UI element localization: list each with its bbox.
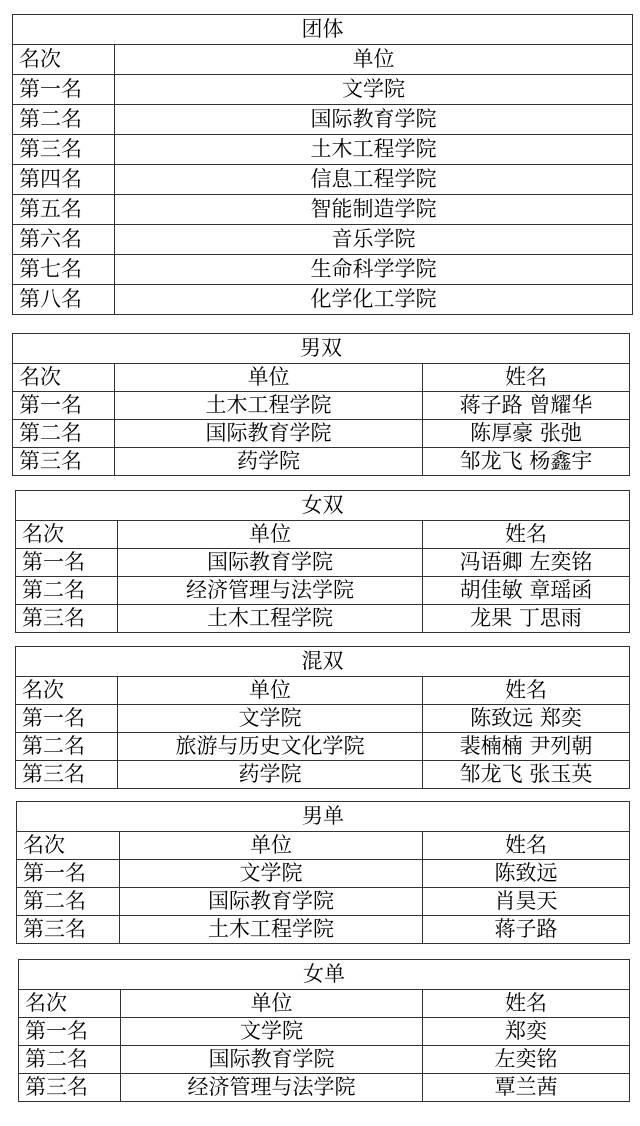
unit-cell: 生命科学学院	[115, 255, 633, 285]
table-title-row	[17, 802, 630, 832]
table-title: 混双	[16, 647, 630, 677]
rank-cell: 第一名	[13, 75, 115, 105]
name-cell: 陈致远	[423, 860, 630, 888]
unit-cell: 音乐学院	[115, 225, 633, 255]
unit-cell: 文学院	[118, 705, 423, 733]
rank-cell: 第一名	[13, 392, 115, 420]
unit-cell: 国际教育学院	[120, 888, 423, 916]
table-title-row	[16, 491, 630, 521]
table-header-row	[13, 364, 630, 392]
unit-cell: 土木工程学院	[120, 916, 423, 944]
rank-header: 名次	[13, 45, 115, 75]
table-row	[16, 605, 630, 633]
table-title-row	[16, 647, 630, 677]
name-cell: 陈厚豪 张弛	[423, 420, 630, 448]
unit-cell: 药学院	[115, 448, 423, 476]
table-row	[16, 761, 630, 789]
rank-cell: 第一名	[17, 860, 120, 888]
table-header-row	[13, 45, 633, 75]
table-title: 团体	[13, 15, 633, 45]
name-header: 姓名	[423, 521, 630, 549]
unit-header: 单位	[118, 677, 423, 705]
unit-header: 单位	[118, 521, 423, 549]
table-title: 男单	[17, 802, 630, 832]
table-row	[17, 916, 630, 944]
unit-cell: 经济管理与法学院	[121, 1074, 423, 1102]
rank-cell: 第三名	[16, 605, 118, 633]
name-cell: 郑奕	[423, 1018, 630, 1046]
unit-cell: 国际教育学院	[115, 105, 633, 135]
unit-cell: 化学化工学院	[115, 285, 633, 315]
table-row	[19, 1074, 630, 1102]
name-cell: 蒋子路 曾耀华	[423, 392, 630, 420]
table-row	[16, 705, 630, 733]
table-title: 女单	[19, 960, 630, 990]
unit-cell: 旅游与历史文化学院	[118, 733, 423, 761]
rank-cell: 第二名	[19, 1046, 121, 1074]
unit-cell: 药学院	[118, 761, 423, 789]
rank-cell: 第二名	[13, 105, 115, 135]
table-row	[13, 105, 633, 135]
table-row	[13, 420, 630, 448]
name-cell: 陈致远 郑奕	[423, 705, 630, 733]
rank-cell: 第三名	[13, 448, 115, 476]
table-row	[16, 577, 630, 605]
name-cell: 蒋子路	[423, 916, 630, 944]
unit-cell: 土木工程学院	[118, 605, 423, 633]
name-cell: 邹龙飞 张玉英	[423, 761, 630, 789]
name-cell: 左奕铭	[423, 1046, 630, 1074]
unit-cell: 土木工程学院	[115, 135, 633, 165]
table-title: 女双	[16, 491, 630, 521]
rank-cell: 第八名	[13, 285, 115, 315]
rank-cell: 第七名	[13, 255, 115, 285]
rank-cell: 第二名	[16, 577, 118, 605]
unit-header: 单位	[121, 990, 423, 1018]
rank-header: 名次	[19, 990, 121, 1018]
unit-cell: 国际教育学院	[118, 549, 423, 577]
womens-doubles-table	[15, 490, 630, 633]
name-cell: 龙果 丁思雨	[423, 605, 630, 633]
unit-header: 单位	[120, 832, 423, 860]
rank-cell: 第一名	[16, 705, 118, 733]
rank-cell: 第五名	[13, 195, 115, 225]
name-cell: 肖昊天	[423, 888, 630, 916]
table-row	[19, 1046, 630, 1074]
unit-cell: 智能制造学院	[115, 195, 633, 225]
name-cell: 冯语卿 左奕铭	[423, 549, 630, 577]
unit-cell: 土木工程学院	[115, 392, 423, 420]
table-row	[19, 1018, 630, 1046]
table-header-row	[19, 990, 630, 1018]
mens-singles-table	[16, 801, 630, 944]
name-header: 姓名	[423, 832, 630, 860]
womens-singles-table	[18, 959, 630, 1102]
table-row	[13, 165, 633, 195]
name-header: 姓名	[423, 990, 630, 1018]
table-title-row	[13, 334, 630, 364]
unit-cell: 文学院	[115, 75, 633, 105]
rank-cell: 第二名	[17, 888, 120, 916]
table-header-row	[16, 521, 630, 549]
table-row	[16, 733, 630, 761]
table-row	[13, 392, 630, 420]
table-row	[17, 888, 630, 916]
rank-cell: 第四名	[13, 165, 115, 195]
rank-cell: 第二名	[16, 733, 118, 761]
table-title: 男双	[13, 334, 630, 364]
rank-cell: 第三名	[19, 1074, 121, 1102]
rank-cell: 第二名	[13, 420, 115, 448]
rank-header: 名次	[16, 521, 118, 549]
mens-doubles-table	[12, 333, 630, 476]
table-row	[13, 255, 633, 285]
table-row	[13, 195, 633, 225]
name-cell: 胡佳敏 章瑶函	[423, 577, 630, 605]
table-header-row	[16, 677, 630, 705]
rank-header: 名次	[13, 364, 115, 392]
rank-cell: 第三名	[16, 761, 118, 789]
unit-cell: 文学院	[121, 1018, 423, 1046]
unit-cell: 文学院	[120, 860, 423, 888]
table-title-row	[19, 960, 630, 990]
name-cell: 邹龙飞 杨鑫宇	[423, 448, 630, 476]
table-title-row	[13, 15, 633, 45]
mixed-doubles-table	[15, 646, 630, 789]
rank-cell: 第三名	[13, 135, 115, 165]
unit-cell: 国际教育学院	[115, 420, 423, 448]
unit-header: 单位	[115, 364, 423, 392]
table-row	[13, 225, 633, 255]
team-results-table	[12, 14, 633, 315]
table-header-row	[17, 832, 630, 860]
name-cell: 覃兰茜	[423, 1074, 630, 1102]
table-row	[17, 860, 630, 888]
rank-cell: 第三名	[17, 916, 120, 944]
table-row	[13, 285, 633, 315]
rank-header: 名次	[16, 677, 118, 705]
name-header: 姓名	[423, 677, 630, 705]
name-header: 姓名	[423, 364, 630, 392]
rank-cell: 第一名	[19, 1018, 121, 1046]
rank-cell: 第一名	[16, 549, 118, 577]
name-cell: 裴楠楠 尹列朝	[423, 733, 630, 761]
unit-cell: 经济管理与法学院	[118, 577, 423, 605]
table-row	[13, 448, 630, 476]
table-row	[13, 135, 633, 165]
unit-cell: 信息工程学院	[115, 165, 633, 195]
table-row	[13, 75, 633, 105]
unit-header: 单位	[115, 45, 633, 75]
rank-cell: 第六名	[13, 225, 115, 255]
table-row	[16, 549, 630, 577]
rank-header: 名次	[17, 832, 120, 860]
unit-cell: 国际教育学院	[121, 1046, 423, 1074]
